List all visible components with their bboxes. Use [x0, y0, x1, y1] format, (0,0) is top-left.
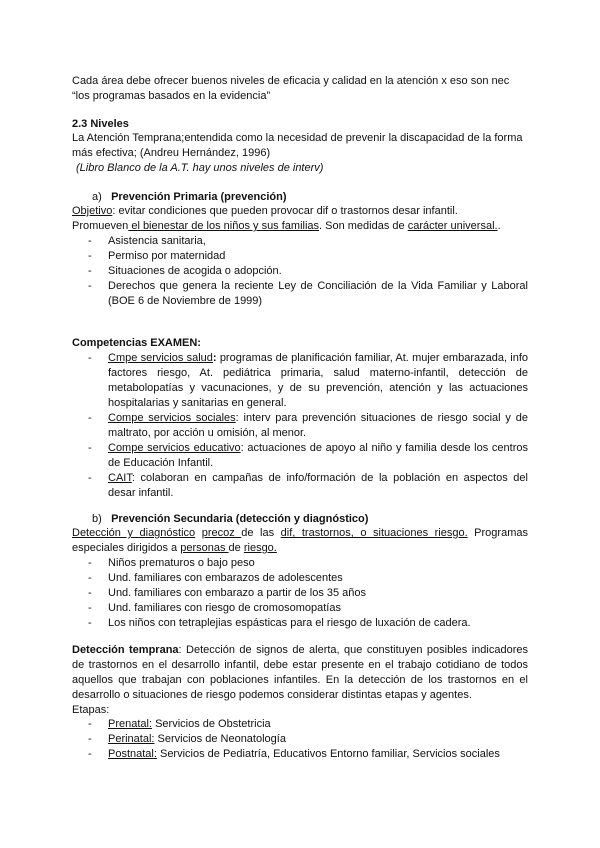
- list-item-text: Niños prematuros o bajo peso: [108, 557, 255, 569]
- list-item: [88, 586, 528, 601]
- sec-s9: riesgo.: [243, 542, 277, 554]
- list-item-text: Und. familiares con embarazos de adolescentes: [108, 572, 343, 584]
- list-item: [88, 717, 528, 732]
- primaria-objetivo: [72, 204, 528, 219]
- sec-s1: Detección y diagnóstico: [72, 527, 196, 539]
- etapa-text: Servicios de Neonatología: [154, 733, 286, 745]
- sec-s6: Programas especiales dirigidos a: [72, 527, 528, 554]
- comp-text: actuaciones de apoyo al niño y familia desde los centros de Educación Infantil.: [108, 442, 528, 469]
- comp-label: Cmpe servicios salud: [108, 352, 213, 364]
- list-item: [88, 471, 528, 501]
- list-item: [88, 556, 528, 571]
- promueven-link2: carácter universal.: [407, 220, 498, 232]
- deteccion-paragraph: [72, 643, 528, 703]
- secundaria-title: Prevención Secundaria (detección y diagnóstico): [111, 513, 369, 525]
- section-heading: 2.3 Niveles: [72, 118, 129, 130]
- competencias-list: [88, 351, 528, 501]
- promueven-mid: . Son medidas de: [319, 220, 408, 232]
- list-item: [88, 601, 528, 616]
- objetivo-label: Objetivo: [72, 205, 113, 217]
- primaria-promueven: [72, 219, 528, 234]
- bullet: -: [88, 748, 92, 760]
- bullet: -: [88, 412, 92, 424]
- secundaria-marker: b): [92, 513, 102, 525]
- etapas-label: Etapas:: [72, 704, 110, 716]
- etapa-text: Servicios de Pediatría, Educativos Entorno familiar, Servicios sociales: [156, 748, 500, 760]
- bullet: -: [88, 733, 92, 745]
- bullet: -: [88, 442, 92, 454]
- comp-text: interv para prevención situaciones de riesgo social y de maltrato, por acción u omisión, al menor.: [108, 412, 528, 439]
- objetivo-text: : evitar condiciones que pueden provocar dif o trastornos desar infantil.: [112, 205, 458, 217]
- list-item: [88, 411, 528, 441]
- bullet: -: [88, 250, 92, 262]
- etapas-list: [88, 717, 528, 762]
- bullet: -: [88, 617, 92, 629]
- sec-s8: de: [228, 542, 244, 554]
- sec-s3: precoz: [201, 527, 242, 539]
- list-item: [88, 351, 528, 411]
- secundaria-heading: [92, 512, 368, 527]
- secundaria-text: [72, 526, 528, 556]
- sec-s4: de las: [241, 527, 281, 539]
- primaria-title: Prevención Primaria (prevención): [111, 191, 287, 203]
- bullet: -: [88, 572, 92, 584]
- comp-text: programas de planificación familiar, At. mujer embarazada, info factores riesgo, At. pediátrica primaria, salud materno-infantil, detección de metabolopatías y vacunaciones, y de su prevención, atención y las actuaciones hospitalarias y sanitarias en general.: [108, 352, 528, 409]
- bullet: -: [88, 235, 92, 247]
- primaria-list: [88, 234, 528, 309]
- bullet: -: [88, 352, 92, 364]
- list-item: [88, 441, 528, 471]
- list-item-text: Permiso por maternidad: [108, 250, 226, 262]
- etapa-text: Servicios de Obstetricia: [152, 718, 271, 730]
- promueven-pre: Promueven: [72, 220, 129, 232]
- list-item: [88, 616, 528, 631]
- deteccion-text: : Detección de signos de alerta, que constituyen posibles indicadores de trastornos en el desarrollo infantil, debe estar presente en el trabajo cotidiano de todos aquellos que trabajan con poblaciones infantiles. En la detección de los trastornos en el desarrollo o situaciones de riesgo podemos considerar distintas etapas y agentes.: [72, 644, 528, 701]
- promueven-link: el bienestar de los niños y sus familias: [128, 220, 320, 232]
- promueven-end: .: [497, 220, 501, 232]
- list-item-text: Los niños con tetraplejias espásticas para el riesgo de luxación de cadera.: [108, 617, 471, 629]
- comp-sep: :: [131, 472, 141, 484]
- bullet: -: [88, 587, 92, 599]
- section-text: La Atención Temprana;entendida como la necesidad de prevenir la discapacidad de la forma más efectiva; (Andreu Hernández, 1996): [72, 132, 523, 159]
- bullet: -: [88, 557, 92, 569]
- list-item-text: Und. familiares con riesgo de cromosomopatías: [108, 602, 341, 614]
- list-item: [88, 732, 528, 747]
- competencias-heading: Competencias EXAMEN:: [72, 337, 201, 349]
- comp-sep: :: [212, 352, 220, 364]
- bullet: -: [88, 472, 92, 484]
- comp-label: Compe servicios sociales: [108, 412, 236, 424]
- comp-sep: :: [240, 442, 248, 454]
- comp-label: Compe servicios educativo: [108, 442, 241, 454]
- primaria-heading: [92, 190, 287, 205]
- etapa-label: Perinatal:: [108, 733, 155, 745]
- section-note: (Libro Blanco de la A.T. hay unos niveles de interv): [76, 162, 324, 174]
- list-item: [88, 747, 528, 762]
- list-item: [88, 279, 528, 309]
- bullet: -: [88, 718, 92, 730]
- list-item-text: Derechos que genera la reciente Ley de Conciliación de la Vida Familiar y Laboral (BOE 6 de Noviembre de 1999): [108, 280, 528, 307]
- bullet: -: [88, 602, 92, 614]
- bullet: -: [88, 265, 92, 277]
- comp-label: CAIT: [108, 472, 132, 484]
- list-item: [88, 264, 528, 279]
- etapa-label: Prenatal:: [108, 718, 153, 730]
- secundaria-list: [88, 556, 528, 631]
- primaria-marker: a): [92, 191, 102, 203]
- etapa-label: Postnatal:: [108, 748, 157, 760]
- bullet: -: [88, 280, 92, 292]
- list-item: [88, 249, 528, 264]
- intro-paragraph: [72, 74, 528, 104]
- list-item-text: Und. familiares con embarazo a partir de los 35 años: [108, 587, 367, 599]
- sec-s5: dif, trastornos, o situaciones riesgo.: [280, 527, 468, 539]
- list-item: [88, 571, 528, 586]
- comp-sep: :: [235, 412, 244, 424]
- intro-line-1: Cada área debe ofrecer buenos niveles de eficacia y calidad en la atención x eso son nec: [72, 75, 510, 87]
- sec-s7: personas: [180, 542, 229, 554]
- intro-line-2: “los programas basados en la evidencia”: [72, 90, 271, 102]
- list-item-text: Situaciones de acogida o adopción.: [108, 265, 282, 277]
- list-item-text: Asistencia sanitaria,: [108, 235, 206, 247]
- comp-text: colaboran en campañas de info/formación de la población en aspectos del desar infantil.: [108, 472, 528, 499]
- deteccion-label: Detección temprana: [72, 644, 179, 656]
- list-item: [88, 234, 528, 249]
